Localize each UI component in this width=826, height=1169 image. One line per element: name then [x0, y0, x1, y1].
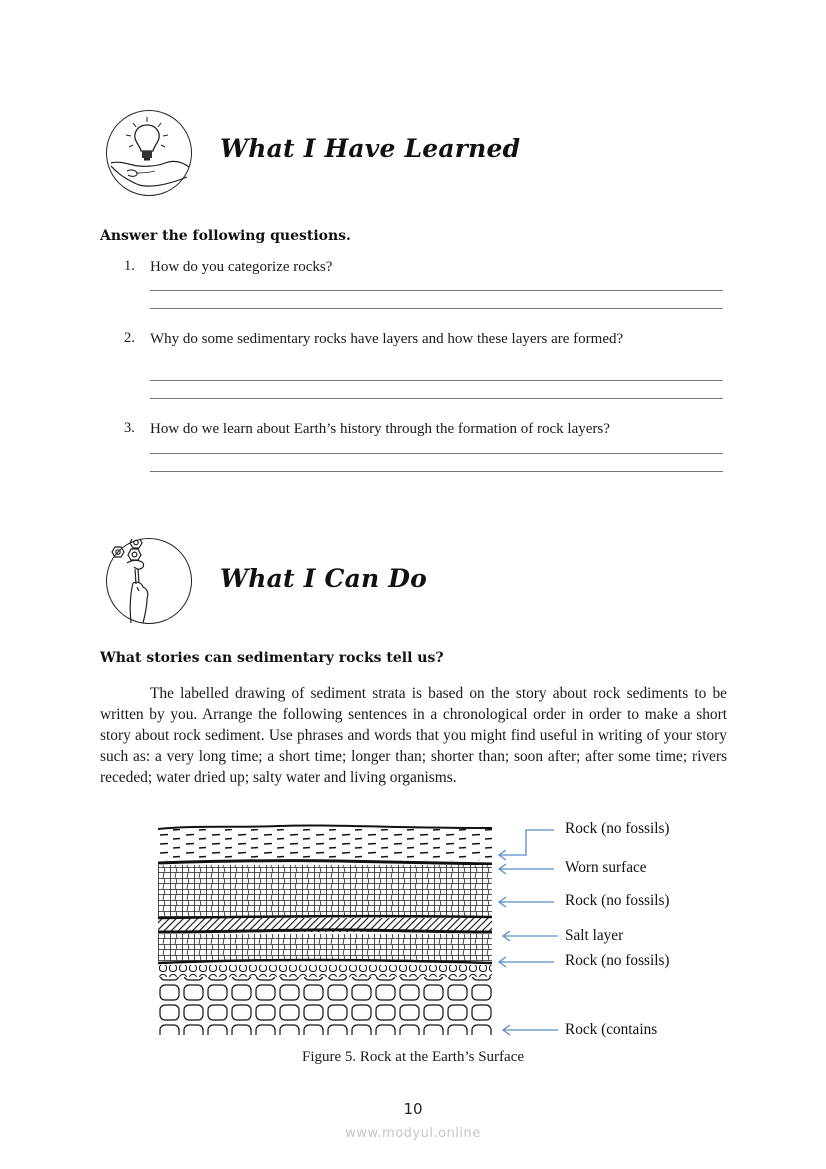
answer-line-q1-2[interactable]: [150, 308, 723, 309]
figure-label-rock-no-fossils-lower: Rock (no fossils): [565, 952, 670, 969]
question-3-text: How do we learn about Earth’s history through the formation of rock layers?: [150, 421, 610, 437]
hand-with-nuts-and-wrench-icon: [106, 538, 192, 624]
question-2-number: 2.: [124, 330, 135, 346]
answer-line-q1-1[interactable]: [150, 290, 723, 291]
figure-label-salt-layer: Salt layer: [565, 927, 624, 944]
section-title-what-i-have-learned: What I Have Learned: [220, 134, 521, 163]
activity-paragraph: [100, 683, 727, 788]
answer-line-q3-2[interactable]: [150, 471, 723, 472]
page-number: 10: [403, 1100, 423, 1118]
activity-heading: What stories can sedimentary rocks tell us?: [100, 650, 444, 666]
figure-caption: Figure 5. Rock at the Earth’s Surface: [301, 1049, 525, 1065]
answer-line-q2-1[interactable]: [150, 380, 723, 381]
section-title-what-i-can-do: What I Can Do: [220, 564, 428, 593]
watermark: www.modyul.online: [345, 1126, 481, 1141]
answer-line-q3-1[interactable]: [150, 453, 723, 454]
lightbulb-in-hand-icon: [106, 110, 192, 196]
question-2-text: Why do some sedimentary rocks have layers and how these layers are formed?: [150, 331, 624, 347]
question-1-text: How do you categorize rocks?: [150, 259, 333, 275]
instruction-heading: Answer the following questions.: [100, 228, 351, 244]
answer-line-q2-2[interactable]: [150, 398, 723, 399]
figure-label-rock-no-fossils-top: Rock (no fossils): [565, 820, 670, 837]
figure-label-rock-no-fossils-middle: Rock (no fossils): [565, 892, 670, 909]
figure-arrows: [494, 822, 564, 1042]
figure-label-rock-contains: Rock (contains: [565, 1021, 658, 1038]
activity-paragraph-text: The labelled drawing of sediment strata is based on the story about rock sediments to be written by you. Arrange the following sentences in a chronological order in order to make a short story about rock sediment. Use phrases and words that you might find useful in writing of your story such as: a very long time; a short time; longer than; shorter than; soon after; after some time; rivers receded; water dried up; salty water and living organisms.: [100, 685, 727, 786]
figure-label-worn-surface: Worn surface: [565, 859, 647, 876]
question-1-number: 1.: [124, 258, 135, 274]
question-3-number: 3.: [124, 420, 135, 436]
sediment-strata-drawing: [158, 823, 492, 1035]
